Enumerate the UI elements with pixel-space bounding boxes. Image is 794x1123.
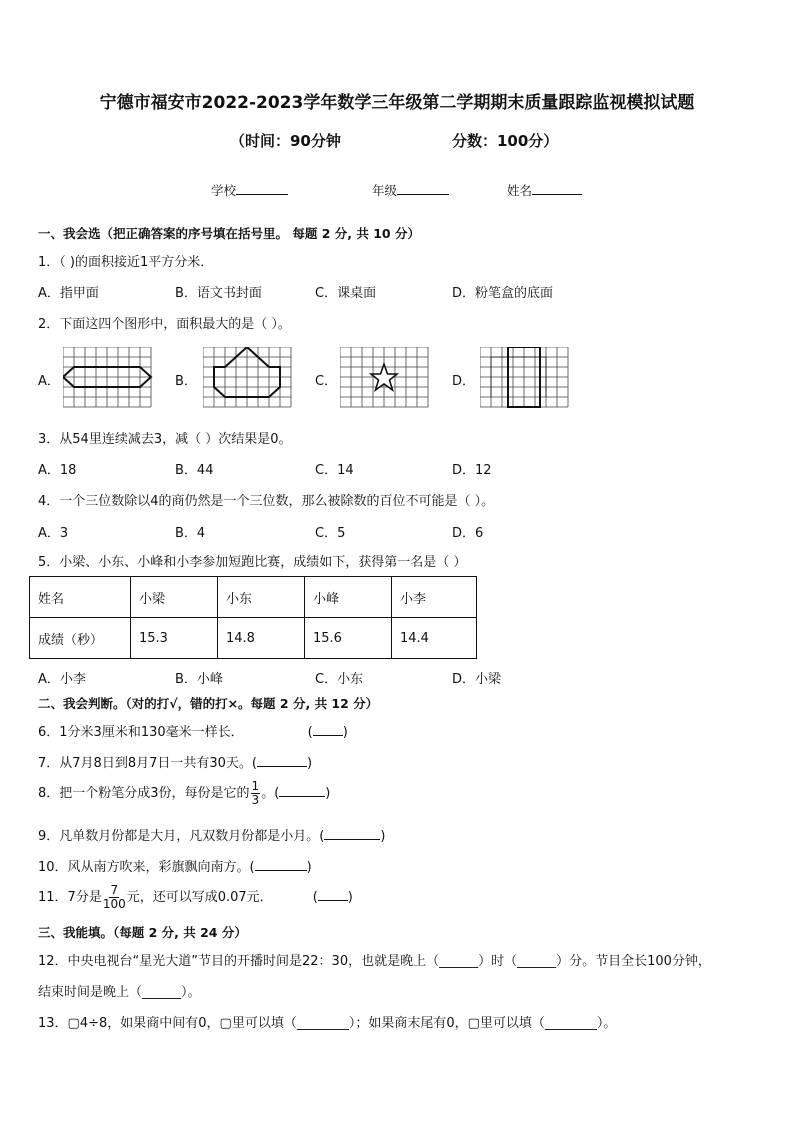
q7-answer-blank[interactable] [257,753,307,767]
table-row [30,618,477,659]
question-9-text: 9．凡单数月份都是大月，凡双数月份都是小月。( [38,829,325,844]
q1-option-a[interactable]: A．指甲面 [38,286,99,301]
paren-open: ( [307,725,313,740]
fraction-numerator: 7 [110,883,119,897]
q6-answer-blank[interactable] [313,722,343,736]
q3-option-d[interactable]: D．12 [452,463,492,478]
exam-time: （时间：90分钟 [230,132,341,150]
paren-close: ) [306,756,313,771]
q4-option-b[interactable]: B．4 [175,526,206,541]
question-8-suffix: 。( [261,786,280,801]
fraction-denominator: 3 [251,793,260,807]
question-11-suffix: 元，还可以写成0.07元． [126,890,273,905]
q1-option-d[interactable]: D．粉笔盒的底面 [452,286,554,301]
paren-close: ) [347,890,353,905]
fraction-denominator: 100 [102,897,126,911]
q5-option-d[interactable]: D．小梁 [452,672,502,687]
q2-option-c[interactable]: C． [315,374,338,389]
question-3: 3．从54里连续减去3，减（ ）次结果是0。 [38,432,292,447]
table-cell: 小东 [218,577,305,618]
question-11-text: 11．7分是 [38,890,102,905]
table-cell: 小梁 [131,577,218,618]
paren-close: ) [380,829,386,844]
question-8 [38,780,330,807]
table-row [30,577,477,618]
q1-option-c[interactable]: C．课桌面 [315,286,377,301]
question-12-line-2[interactable]: 结束时间是晚上（______）。 [38,985,201,1000]
school-field [211,181,288,199]
question-6-text: 6．1分米3厘米和130毫米一样长． [38,725,244,740]
table-cell: 14.4 [392,618,477,659]
question-10-text: 10．风从南方吹来，彩旗飘向南方。( [38,860,255,875]
question-7-text: 7．从7月8日到8月7日一共有30天。( [38,756,257,771]
q4-option-a[interactable]: A．3 [38,526,69,541]
question-12-line-1[interactable]: 12．中央电视台“星光大道”节目的开播时间是22：30，也就是晚上（______）时（______）分。节目全长100分钟， [38,954,711,969]
question-11 [38,884,353,911]
name-blank[interactable] [532,181,582,195]
table-cell: 小峰 [305,577,392,618]
q5-option-b[interactable]: B．小峰 [175,672,223,687]
table-cell: 15.3 [131,618,218,659]
q9-answer-blank[interactable] [324,826,380,840]
question-1: 1．（ )的面积接近1平方分米． [38,255,214,270]
question-9 [38,825,385,844]
fraction-one-third [251,780,261,807]
paren-close: ) [325,786,331,801]
paren-close: ) [306,860,312,875]
question-10 [38,856,312,875]
paren-open: ( [312,890,318,905]
page-title: 宁德市福安市2022-2023学年数学三年级第二学期期末质量跟踪监视模拟试题 [99,93,695,113]
table-cell: 成绩（秒） [30,618,131,659]
fraction-numerator: 1 [251,779,260,793]
section-3-heading: 三、我能填。（每题 2 分, 共 24 分） [38,925,247,940]
grade-blank[interactable] [397,181,449,195]
q2-figure-a [63,347,153,409]
school-blank[interactable] [236,181,288,195]
section-1-heading: 一、我会选（把正确答案的序号填在括号里。 每题 2 分, 共 10 分） [38,226,420,241]
question-5: 5．小梁、小东、小峰和小李参加短跑比赛，成绩如下，获得第一名是（ ） [38,555,467,570]
q2-figure-c [340,347,430,409]
q5-option-c[interactable]: C．小东 [315,672,364,687]
question-13[interactable]: 13．▢4÷8，如果商中间有0，▢里可以填（________）；如果商末尾有0，▢里可以填（________）。 [38,1016,617,1031]
question-4: 4．一个三位数除以4的商仍然是一个三位数，那么被除数的百位不可能是（ ）。 [38,494,495,509]
q3-option-b[interactable]: B．44 [175,463,214,478]
question-6 [38,721,348,740]
race-results-table [29,576,477,659]
section-2-heading: 二、我会判断。（对的打√，错的打×。每题 2 分, 共 12 分） [38,696,379,711]
q1-option-b[interactable]: B．语文书封面 [175,286,262,301]
q5-option-a[interactable]: A．小李 [38,672,86,687]
question-7 [38,752,312,771]
school-label: 学校 [211,183,237,198]
name-field [507,181,582,199]
q2-figure-d [480,347,570,409]
q10-answer-blank[interactable] [255,857,307,871]
q2-figure-b [203,347,293,409]
table-cell: 姓名 [30,577,131,618]
paren-close: ) [342,725,348,740]
question-2: 2．下面这四个图形中，面积最大的是（ ）。 [38,317,291,332]
q8-answer-blank[interactable] [279,783,325,797]
question-8-text: 8．把一个粉笔分成3份，每份是它的 [38,786,250,801]
q11-answer-blank[interactable] [318,887,348,901]
q3-option-a[interactable]: A．18 [38,463,77,478]
q3-option-c[interactable]: C．14 [315,463,354,478]
q2-option-d[interactable]: D． [452,374,476,389]
exam-score: 分数：100分） [452,132,559,150]
q4-option-c[interactable]: C．5 [315,526,346,541]
grade-field [372,181,449,199]
table-cell: 14.8 [218,618,305,659]
grade-label: 年级 [372,183,398,198]
table-cell: 小李 [392,577,477,618]
table-cell: 15.6 [305,618,392,659]
name-label: 姓名 [507,183,533,198]
fraction-seven-hundredths [103,884,126,911]
q2-option-a[interactable]: A． [38,374,60,389]
q2-option-b[interactable]: B． [175,374,197,389]
q4-option-d[interactable]: D．6 [452,526,484,541]
